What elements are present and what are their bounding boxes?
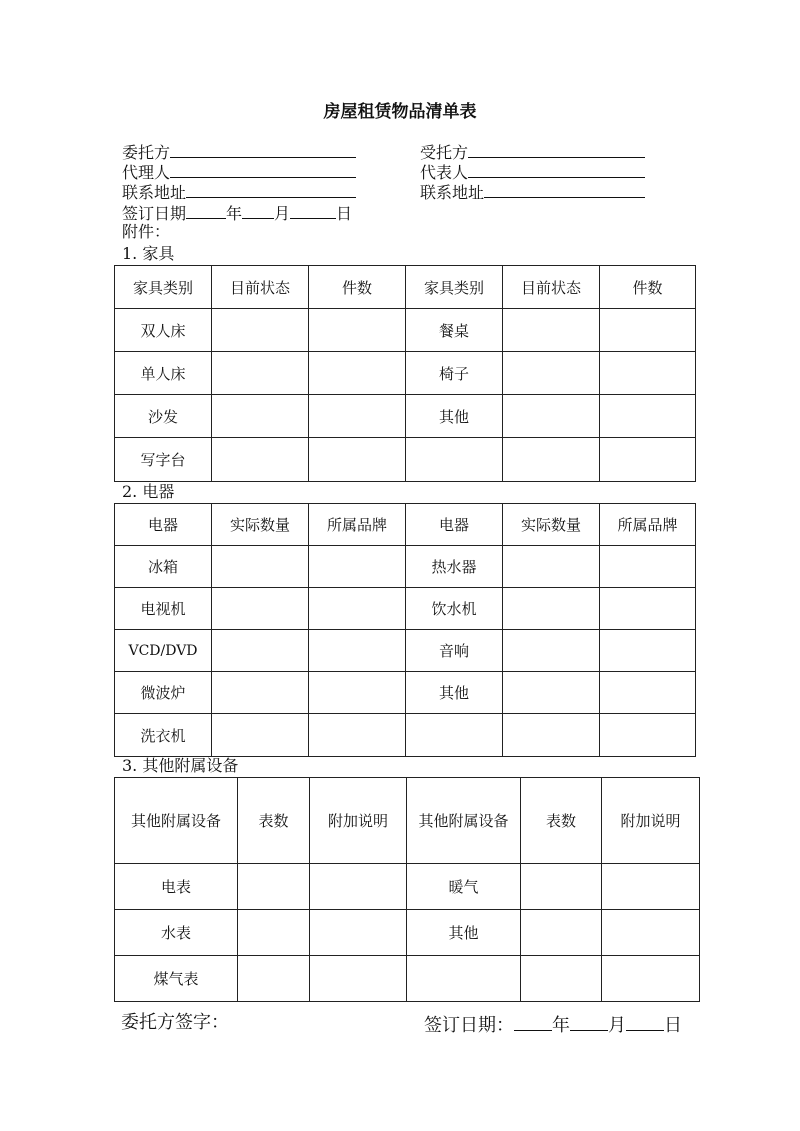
header-cell: 所属品牌 — [309, 504, 406, 546]
item-cell — [407, 956, 521, 1002]
blank-cell[interactable] — [310, 956, 407, 1002]
trustee-field — [420, 141, 645, 163]
item-cell: 电视机 — [115, 588, 212, 630]
blank-cell[interactable] — [309, 395, 406, 438]
representative-blank[interactable] — [468, 161, 645, 178]
blank-cell[interactable] — [503, 309, 600, 352]
agent-label: 代理人 — [122, 163, 171, 182]
table-row — [115, 672, 696, 714]
blank-cell[interactable] — [503, 588, 600, 630]
header-cell: 其他附属设备 — [115, 778, 238, 864]
header-cell: 家具类别 — [406, 266, 503, 309]
item-cell: 写字台 — [115, 438, 212, 482]
item-cell: 椅子 — [406, 352, 503, 395]
header-cell: 件数 — [600, 266, 696, 309]
sign-date-field — [122, 202, 352, 224]
item-cell: 洗衣机 — [115, 714, 212, 757]
blank-cell[interactable] — [310, 910, 407, 956]
item-cell: 其他 — [407, 910, 521, 956]
blank-cell[interactable] — [600, 395, 696, 438]
trustee-label: 受托方 — [420, 143, 469, 162]
blank-cell[interactable] — [212, 672, 309, 714]
item-cell: 其他 — [406, 395, 503, 438]
appliances-table — [114, 503, 696, 757]
item-cell: 双人床 — [115, 309, 212, 352]
equipment-section-title: 3. 其他附属设备 — [122, 756, 239, 775]
year-label: 年 — [226, 204, 243, 223]
item-cell: 煤气表 — [115, 956, 238, 1002]
client-field — [122, 141, 356, 163]
footer-month-label: 月 — [608, 1015, 626, 1036]
table-row — [115, 956, 700, 1002]
address-right-blank[interactable] — [484, 181, 645, 198]
header-cell: 件数 — [309, 266, 406, 309]
blank-cell[interactable] — [602, 864, 700, 910]
blank-cell[interactable] — [309, 438, 406, 482]
month-blank[interactable] — [242, 202, 274, 219]
blank-cell[interactable] — [503, 352, 600, 395]
blank-cell[interactable] — [309, 309, 406, 352]
item-cell: 微波炉 — [115, 672, 212, 714]
header-cell: 表数 — [238, 778, 310, 864]
client-signature-label: 委托方签字： — [121, 1012, 229, 1033]
footer-day-label: 日 — [664, 1015, 682, 1036]
header-cell: 目前状态 — [503, 266, 600, 309]
blank-cell[interactable] — [521, 910, 602, 956]
footer-sign-date-label: 签订日期： — [424, 1015, 514, 1036]
header-cell: 家具类别 — [115, 266, 212, 309]
blank-cell[interactable] — [600, 546, 696, 588]
address-right-field — [420, 181, 645, 203]
item-cell: 冰箱 — [115, 546, 212, 588]
year-blank[interactable] — [186, 202, 226, 219]
blank-cell[interactable] — [600, 438, 696, 482]
client-label: 委托方 — [122, 143, 171, 162]
table-header-row — [115, 778, 700, 864]
blank-cell[interactable] — [212, 714, 309, 757]
item-cell: VCD/DVD — [115, 630, 212, 672]
table-row — [115, 588, 696, 630]
blank-cell[interactable] — [309, 352, 406, 395]
item-cell: 饮水机 — [406, 588, 503, 630]
furniture-section-title: 1. 家具 — [122, 244, 175, 263]
header-cell: 附加说明 — [602, 778, 700, 864]
blank-cell[interactable] — [212, 438, 309, 482]
blank-cell[interactable] — [212, 395, 309, 438]
blank-cell[interactable] — [503, 395, 600, 438]
header-cell: 实际数量 — [503, 504, 600, 546]
table-row — [115, 309, 696, 352]
footer-day-blank[interactable] — [626, 1010, 664, 1031]
header-cell: 电器 — [406, 504, 503, 546]
blank-cell[interactable] — [521, 956, 602, 1002]
blank-cell[interactable] — [503, 672, 600, 714]
table-row — [115, 864, 700, 910]
agent-field — [122, 161, 356, 183]
blank-cell[interactable] — [309, 714, 406, 757]
header-cell: 附加说明 — [310, 778, 407, 864]
item-cell: 其他 — [406, 672, 503, 714]
table-row — [115, 910, 700, 956]
blank-cell[interactable] — [600, 714, 696, 757]
blank-cell[interactable] — [309, 546, 406, 588]
client-blank[interactable] — [170, 141, 356, 158]
address-left-label: 联系地址 — [122, 183, 187, 202]
appliances-section-title: 2. 电器 — [122, 482, 175, 501]
blank-cell[interactable] — [238, 864, 310, 910]
blank-cell[interactable] — [600, 630, 696, 672]
document-title: 房屋租赁物品清单表 — [323, 102, 477, 122]
table-row — [115, 714, 696, 757]
table-header-row — [115, 266, 696, 309]
footer-year-blank[interactable] — [514, 1010, 552, 1031]
representative-field — [420, 161, 645, 183]
table-row — [115, 395, 696, 438]
blank-cell[interactable] — [309, 630, 406, 672]
item-cell: 电表 — [115, 864, 238, 910]
table-row — [115, 630, 696, 672]
representative-label: 代表人 — [420, 163, 469, 182]
blank-cell[interactable] — [212, 352, 309, 395]
attachment-label: 附件： — [122, 222, 171, 241]
footer-year-label: 年 — [552, 1015, 570, 1036]
item-cell: 音响 — [406, 630, 503, 672]
blank-cell[interactable] — [212, 309, 309, 352]
item-cell — [406, 438, 503, 482]
equipment-table — [114, 777, 700, 1002]
blank-cell[interactable] — [238, 956, 310, 1002]
header-cell: 实际数量 — [212, 504, 309, 546]
item-cell: 热水器 — [406, 546, 503, 588]
footer-sign-date — [424, 1010, 682, 1039]
day-label: 日 — [336, 204, 353, 223]
blank-cell[interactable] — [503, 714, 600, 757]
blank-cell[interactable] — [600, 672, 696, 714]
blank-cell[interactable] — [212, 630, 309, 672]
item-cell: 餐桌 — [406, 309, 503, 352]
blank-cell[interactable] — [602, 956, 700, 1002]
header-cell: 目前状态 — [212, 266, 309, 309]
agent-blank[interactable] — [170, 161, 356, 178]
furniture-table — [114, 265, 696, 482]
blank-cell[interactable] — [600, 588, 696, 630]
item-cell: 单人床 — [115, 352, 212, 395]
address-left-field — [122, 181, 356, 203]
item-cell: 水表 — [115, 910, 238, 956]
blank-cell[interactable] — [212, 546, 309, 588]
blank-cell[interactable] — [309, 672, 406, 714]
blank-cell[interactable] — [600, 352, 696, 395]
blank-cell[interactable] — [238, 910, 310, 956]
blank-cell[interactable] — [310, 864, 407, 910]
blank-cell[interactable] — [503, 630, 600, 672]
header-cell: 其他附属设备 — [407, 778, 521, 864]
header-cell: 表数 — [521, 778, 602, 864]
table-header-row — [115, 504, 696, 546]
blank-cell[interactable] — [212, 588, 309, 630]
item-cell: 暖气 — [407, 864, 521, 910]
blank-cell[interactable] — [521, 864, 602, 910]
table-row — [115, 438, 696, 482]
header-cell: 所属品牌 — [600, 504, 696, 546]
sign-date-label: 签订日期 — [122, 204, 187, 223]
footer-month-blank[interactable] — [570, 1010, 608, 1031]
table-row — [115, 352, 696, 395]
blank-cell[interactable] — [602, 910, 700, 956]
address-left-blank[interactable] — [186, 181, 356, 198]
address-right-label: 联系地址 — [420, 183, 485, 202]
trustee-blank[interactable] — [468, 141, 645, 158]
day-blank[interactable] — [290, 202, 336, 219]
table-row — [115, 546, 696, 588]
blank-cell[interactable] — [600, 309, 696, 352]
blank-cell[interactable] — [503, 438, 600, 482]
blank-cell[interactable] — [309, 588, 406, 630]
item-cell: 沙发 — [115, 395, 212, 438]
header-cell: 电器 — [115, 504, 212, 546]
item-cell — [406, 714, 503, 757]
blank-cell[interactable] — [503, 546, 600, 588]
month-label: 月 — [274, 204, 291, 223]
